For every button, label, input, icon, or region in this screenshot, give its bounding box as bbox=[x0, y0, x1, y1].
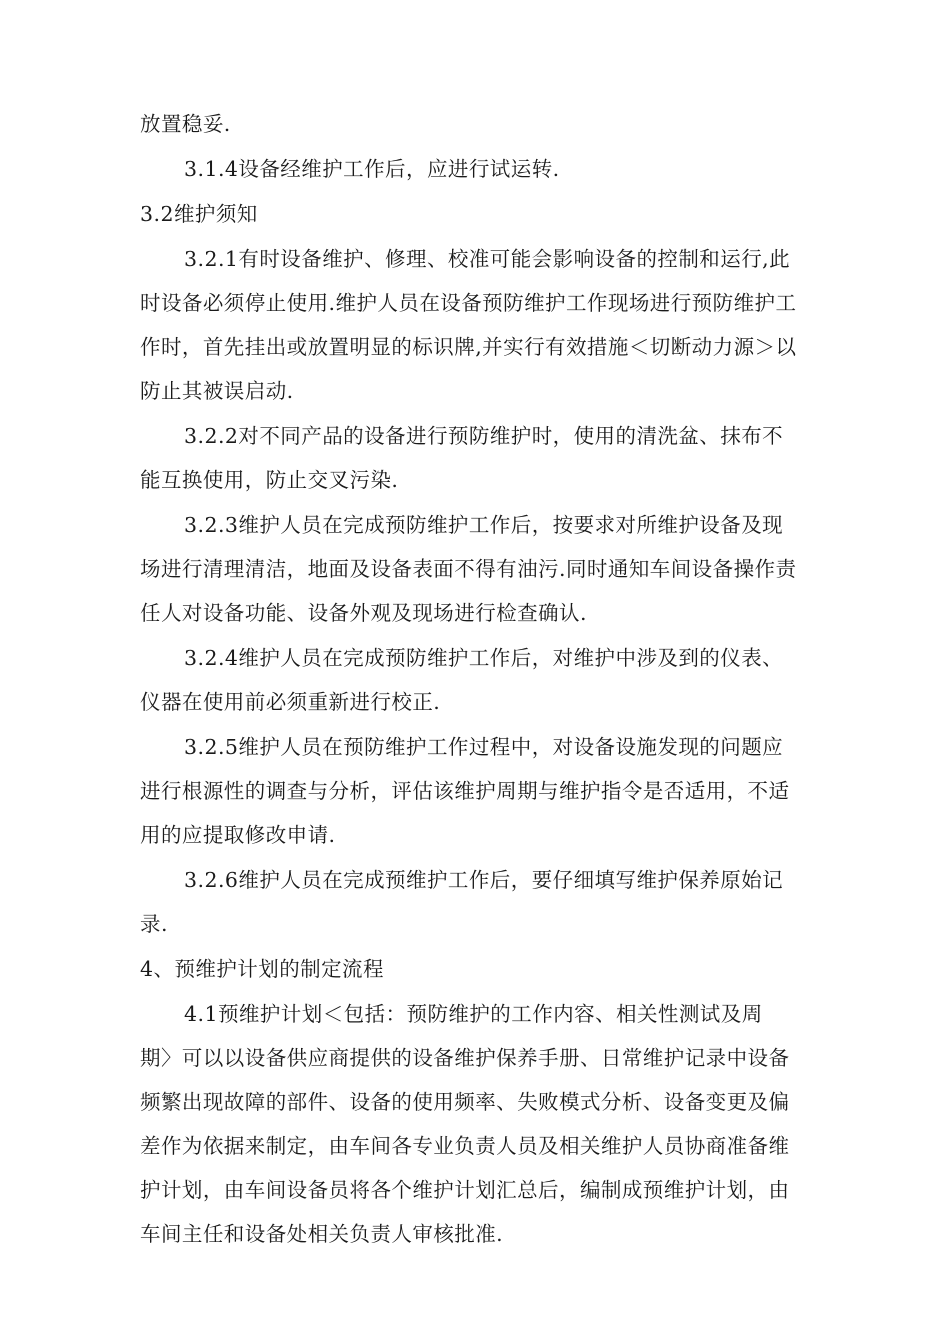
text-line: 频繁出现故障的部件、设备的使用频率、失败模式分析、设备变更及偏 bbox=[140, 1090, 790, 1114]
text-line: 任人对设备功能、设备外观及现场进行检查确认. bbox=[140, 601, 587, 625]
text-line: 仪器在使用前必须重新进行校正. bbox=[140, 690, 441, 714]
section-heading-3-2: 3.2维护须知 bbox=[140, 202, 258, 226]
text-line: 时设备必须停止使用.维护人员在设备预防维护工作现场进行预防维护工 bbox=[140, 291, 797, 315]
clause-3-2-4: 3.2.4维护人员在完成预防维护工作后，对维护中涉及到的仪表、 bbox=[184, 646, 784, 670]
text-line: 录. bbox=[140, 912, 168, 936]
text-line: 用的应提取修改申请. bbox=[140, 823, 336, 847]
section-heading-4: 4、预维护计划的制定流程 bbox=[140, 957, 384, 981]
text-line: 场进行清理清洁，地面及设备表面不得有油污.同时通知车间设备操作责 bbox=[140, 557, 797, 581]
clause-4-1: 4.1预维护计划＜包括：预防维护的工作内容、相关性测试及周 bbox=[184, 1002, 763, 1026]
clause-3-2-6: 3.2.6维护人员在完成预维护工作后，要仔细填写维护保养原始记 bbox=[184, 868, 784, 892]
text-line: 能互换使用，防止交叉污染. bbox=[140, 468, 399, 492]
text-line: 差作为依据来制定，由车间各专业负责人员及相关维护人员协商准备维 bbox=[140, 1134, 790, 1158]
text-line: 期〉可以以设备供应商提供的设备维护保养手册、日常维护记录中设备 bbox=[140, 1046, 790, 1070]
clause-3-2-1: 3.2.1有时设备维护、修理、校准可能会影响设备的控制和运行,此 bbox=[184, 247, 791, 271]
text-line: 进行根源性的调查与分析，评估该维护周期与维护指令是否适用，不适 bbox=[140, 779, 790, 803]
clause-3-1-4: 3.1.4设备经维护工作后，应进行试运转. bbox=[184, 157, 560, 181]
clause-3-2-3: 3.2.3维护人员在完成预防维护工作后，按要求对所维护设备及现 bbox=[184, 513, 784, 537]
text-line: 放置稳妥. bbox=[140, 112, 231, 136]
clause-3-2-5: 3.2.5维护人员在预防维护工作过程中，对设备设施发现的问题应 bbox=[184, 735, 784, 759]
text-line: 护计划，由车间设备员将各个维护计划汇总后，编制成预维护计划，由 bbox=[140, 1178, 790, 1202]
text-line: 作时，首先挂出或放置明显的标识牌,并实行有效措施＜切断动力源＞以 bbox=[140, 335, 797, 359]
text-line: 车间主任和设备处相关负责人审核批准. bbox=[140, 1222, 504, 1246]
text-line: 防止其被误启动. bbox=[140, 379, 294, 403]
clause-3-2-2: 3.2.2对不同产品的设备进行预防维护时，使用的清洗盆、抹布不 bbox=[184, 424, 784, 448]
